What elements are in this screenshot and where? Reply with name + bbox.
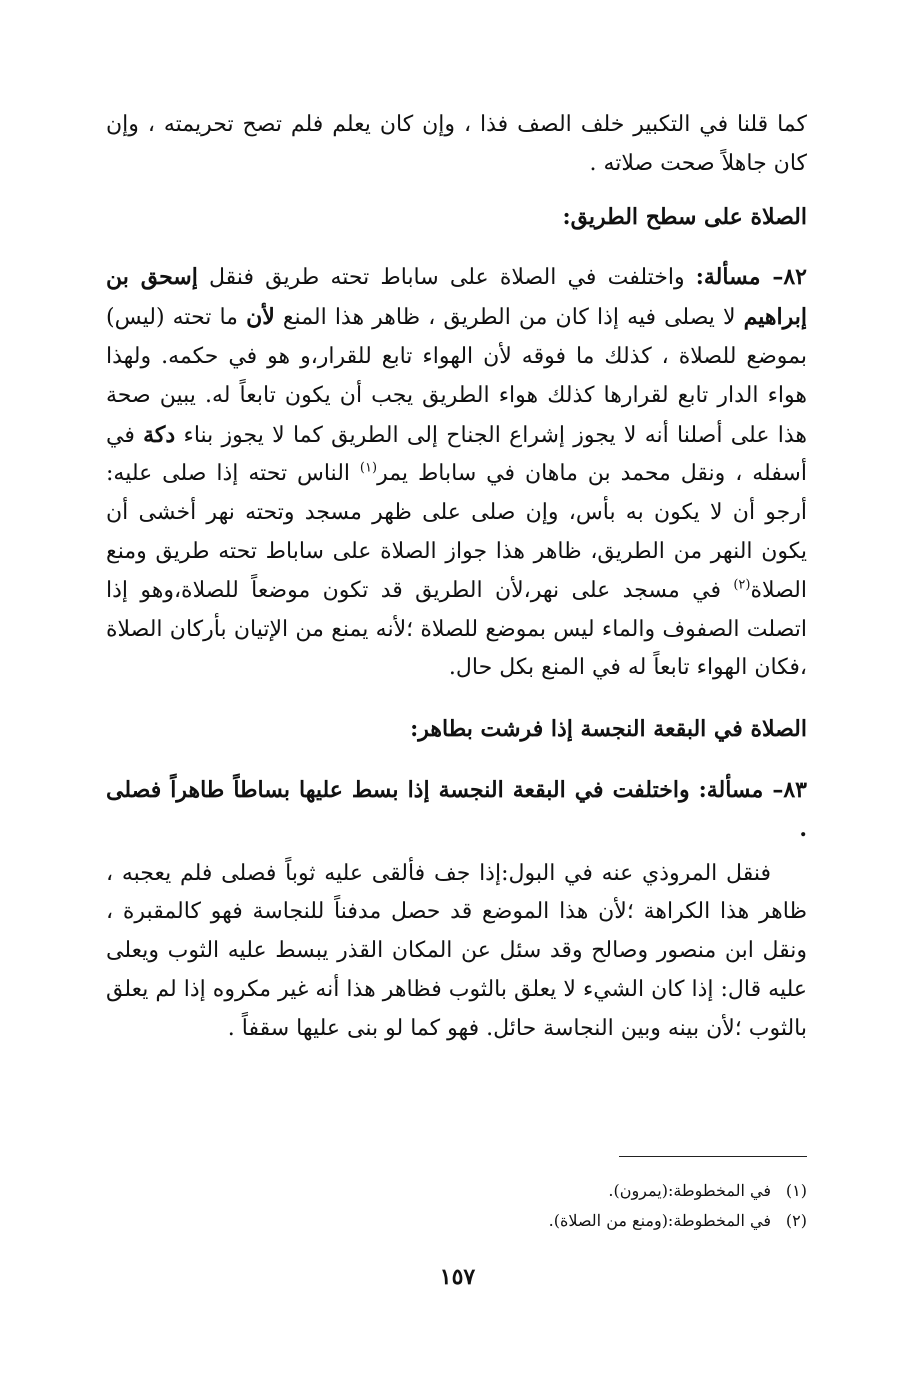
paragraph-continuation (106, 106, 807, 184)
footnote-1 (300, 1176, 807, 1206)
section-heading-impure-spot: الصلاة في البقعة النجسة إذا فرشت بطاهر: (410, 716, 807, 743)
paragraph-text: فنقل المروذي عنه في البول:إذا جف فألقى عليه ثوباً فصلى فلم يعجبه ، ظاهر هذا الكراهة ؛لأن هذا الموضع قد حصل مدفناً للنجاسة فهو كالمقبرة ، ونقل ابن منصور وصالح وقد سئل عن المكان القذر يبسط عليه الثوب ويعلى عليه قال: إذا كان الشيء لا يعلق بالثوب فظاهر هذا أنه غير مكروه إذا لم يعلق بالثوب ؛لأن بينه وبين النجاسة حائل. فهو كما لو بنى عليها سقفاً . (106, 860, 807, 1041)
page-number: ١٥٧ (439, 1264, 476, 1290)
issue-82-paragraph (106, 258, 807, 688)
narrator-name: إسحق بن إبراهيم (106, 264, 808, 331)
footnotes (300, 1176, 807, 1236)
footnote-text: في المخطوطة:(ومنع من الصلاة). (548, 1211, 771, 1230)
issue-83-text: واختلفت في البقعة النجسة إذا بسط عليها بساطاً طاهراً فصلى . (106, 776, 807, 842)
footnote-number: (١) (785, 1181, 807, 1200)
issue-82-text-6: في مسجد على نهر،لأن الطريق قد تكون موضعاً للصلاة،وهو إذا اتصلت الصفوف والماء ليس بموضع للصلاة ؛لأنه يمنع من الإتيان بأركان الصلاة ،فكان الهواء تابعاً له في المنع بكل حال. (106, 577, 807, 681)
page-body (106, 106, 807, 1049)
emphasis-word: لأن (246, 304, 275, 331)
issue-82-text-2: لا يصلى فيه إذا كان من الطريق ، ظاهر هذا المنع (274, 305, 744, 331)
footnote-ref-1: (١) (359, 461, 378, 477)
issue-83-paragraph (106, 771, 807, 849)
issue-82-text-4: في أسفله ، ونقل محمد بن ماهان في ساباط يمر (106, 422, 807, 487)
footnote-ref-2: (٢) (733, 577, 751, 593)
issue-83-narration (106, 855, 807, 1049)
paragraph-text: كما قلنا في التكبير خلف الصف فذا ، وإن كان يعلم فلم تصح تحريمته ، وإن كان جاهلاً صحت صلاته . (106, 112, 807, 176)
issue-82-text-5: الناس تحته إذا صلى عليه: أرجو أن لا يكون به بأس، وإن صلى على ظهر مسجد وتحته نهر أخشى أن يكون النهر من الطريق، ظاهر هذا جواز الصلاة على ساباط تحته طريق ومنع الصلاة (106, 461, 807, 603)
footnote-divider (619, 1156, 807, 1157)
issue-82-text-3: ما تحته (ليس) بموضع للصلاة ، كذلك ما فوقه لأن الهواء تابع للقرار،و هو في حكمه. ولهذا هواء الدار تابع لقرارها كذلك هواء الطريق يجب أن يكون تابعاً له. يبين صحة هذا على أصلنا أنه لا يجوز إشراع الجناح إلى الطريق كما لا يجوز بناء (106, 305, 807, 448)
issue-83-number: ٨٣– مسألة: (698, 776, 807, 803)
issue-82-text-1: واختلفت في الصلاة على ساباط تحته طريق فنقل (197, 265, 696, 291)
section-heading-street-roof: الصلاة على سطح الطريق: (562, 203, 807, 230)
emphasis-word-dakka: دكة (143, 421, 176, 448)
issue-82-number: ٨٢– مسألة: (695, 264, 807, 291)
footnote-number: (٢) (785, 1211, 807, 1230)
footnote-text: في المخطوطة:(يمرون). (608, 1181, 771, 1200)
footnote-2 (300, 1206, 807, 1236)
